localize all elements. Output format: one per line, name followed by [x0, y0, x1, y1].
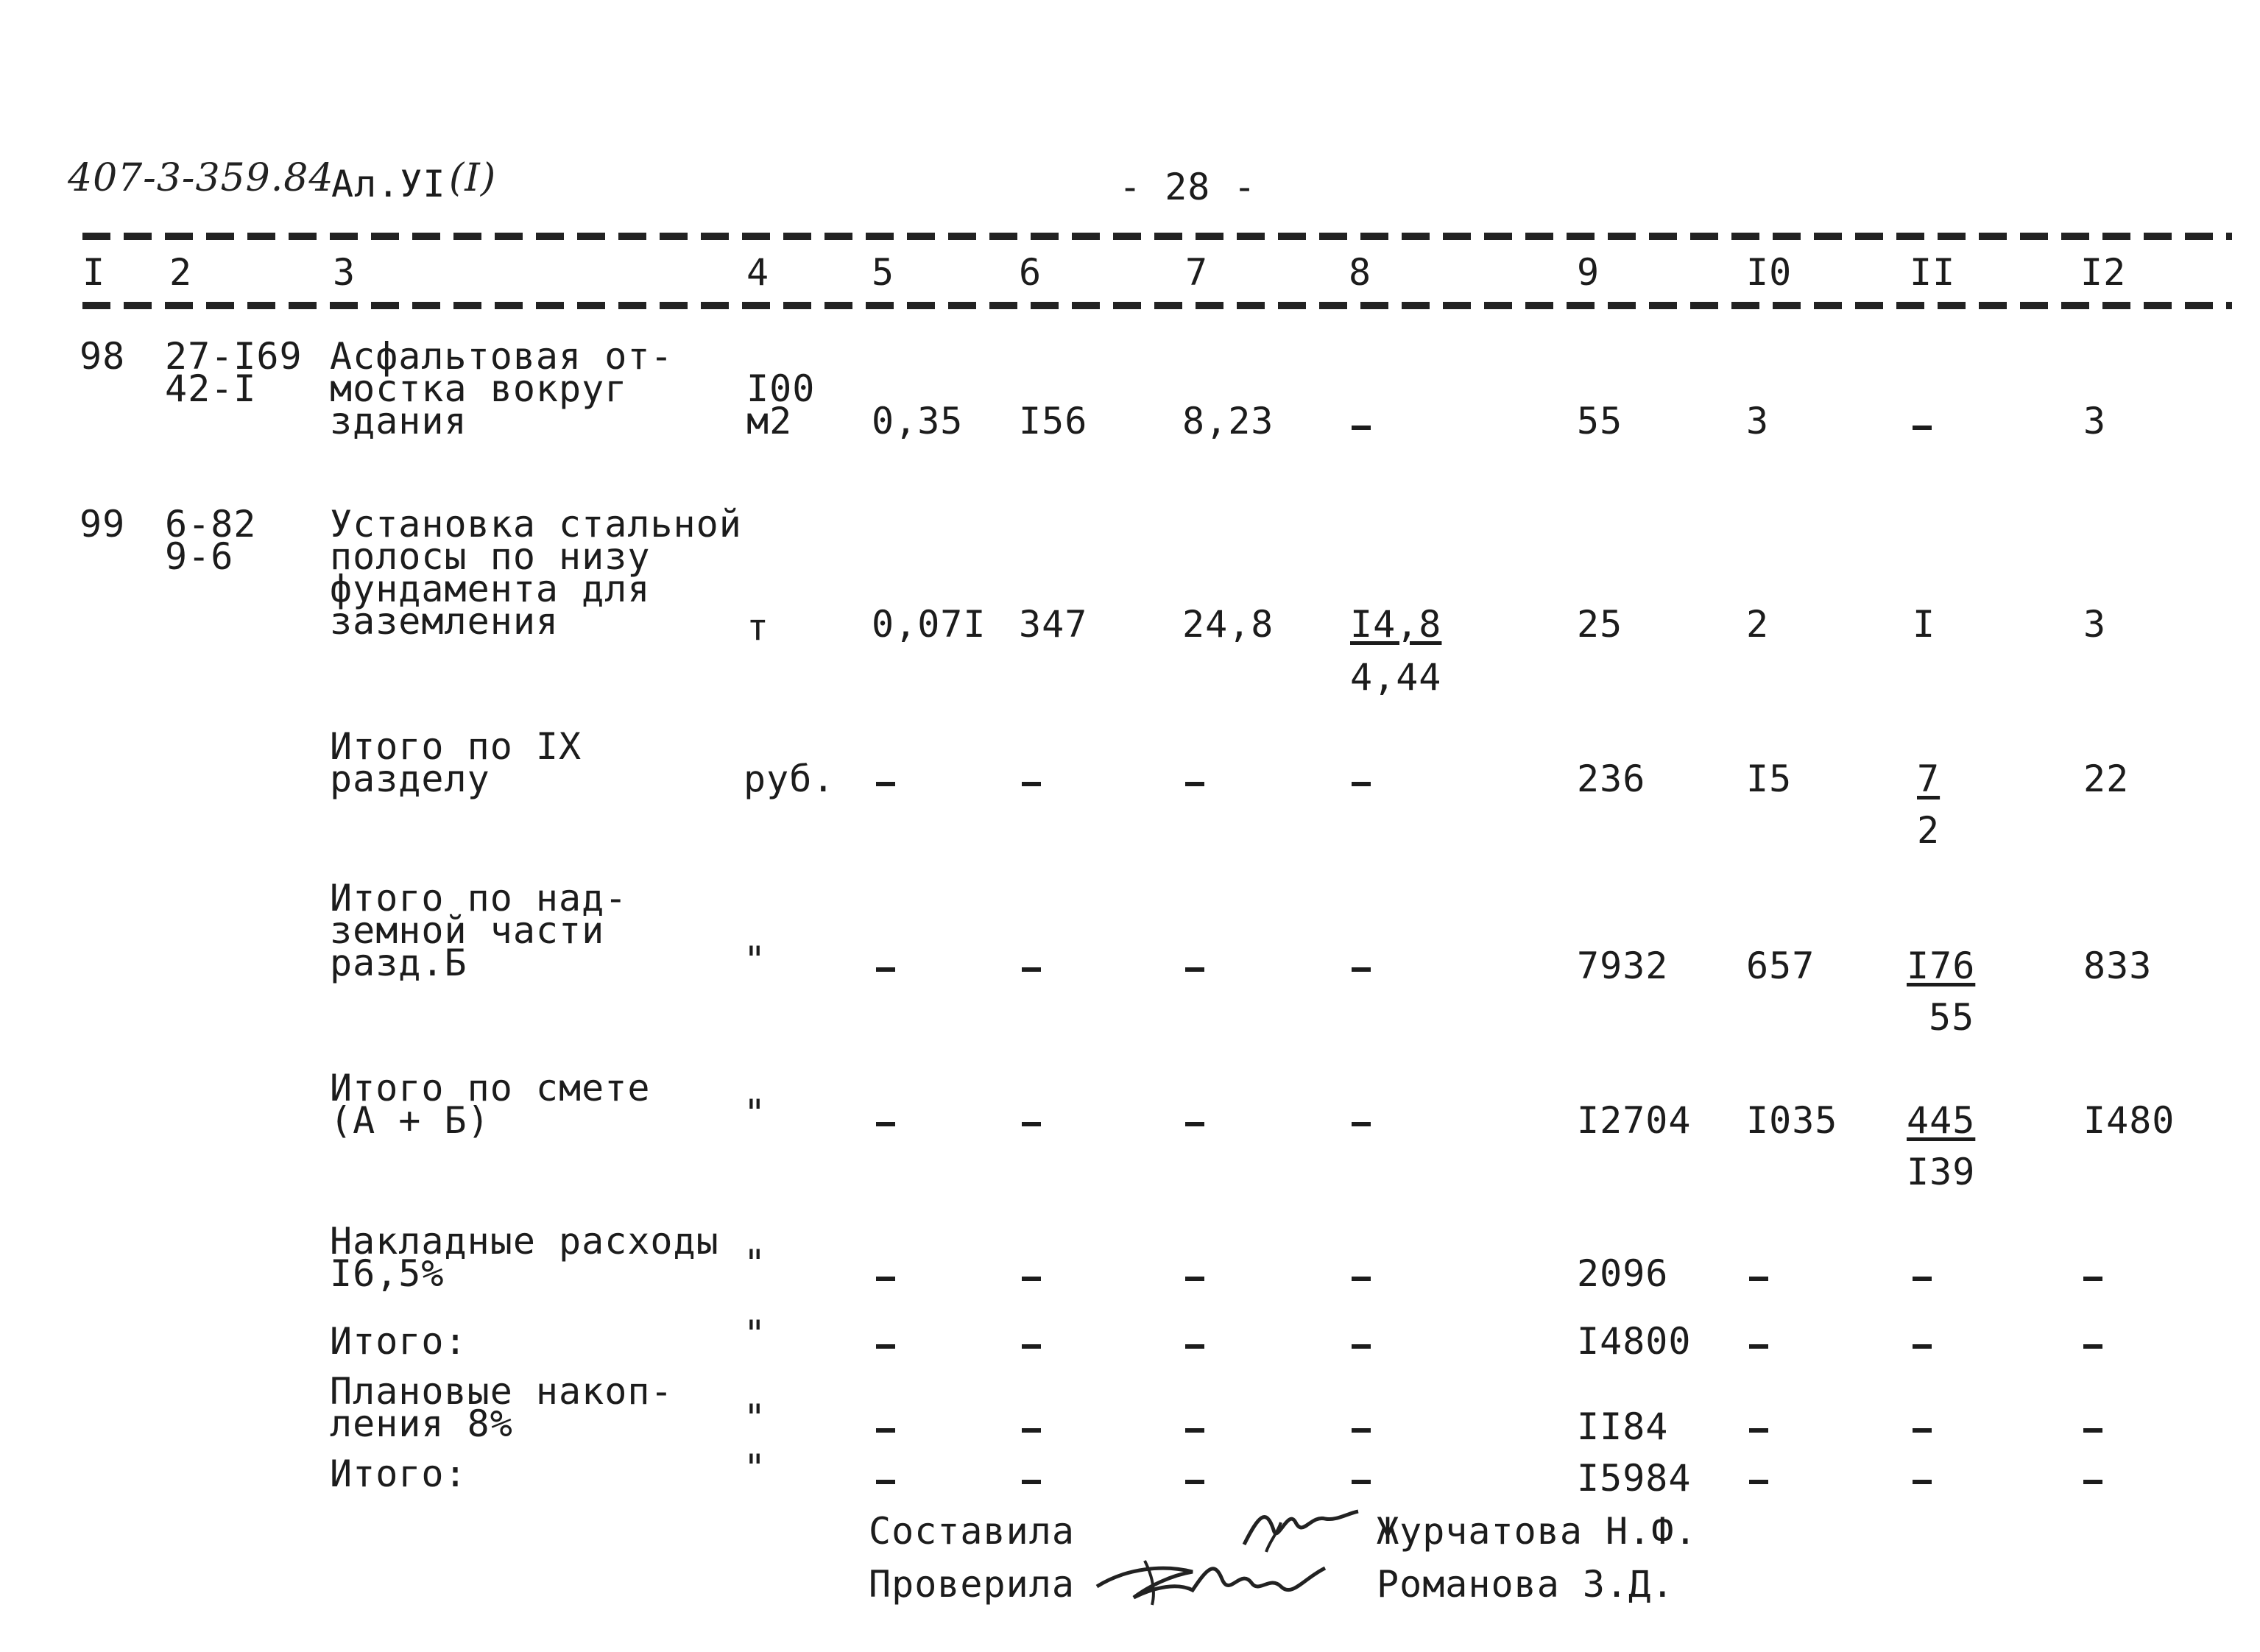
col-header-1: I: [82, 251, 106, 294]
col-header-7: 7: [1185, 251, 1209, 294]
dash: [1749, 1277, 1768, 1281]
dash: [1185, 967, 1204, 972]
quantity: 0,35: [872, 400, 964, 442]
col-9-value: 7932: [1577, 945, 1669, 987]
col-header-9: 9: [1577, 251, 1600, 294]
dash: [1749, 1480, 1768, 1484]
col-11-value: I: [1913, 603, 1936, 646]
header-top-rule: [82, 233, 2232, 240]
total-name: Накладные расходы I6,5%: [330, 1220, 719, 1295]
col-header-3: 3: [333, 251, 356, 294]
dash: [1185, 1344, 1204, 1349]
col-11-top: I76: [1907, 945, 1976, 987]
work-name: Установка стальной полосы по низу фундамента для заземления: [330, 503, 742, 643]
col-10-value: I035: [1746, 1099, 1838, 1142]
dash: [1022, 1480, 1041, 1484]
col-header-2: 2: [169, 251, 193, 294]
total-name: Плановые накоп- ления 8%: [330, 1370, 674, 1445]
col-11-bottom: 2: [1917, 809, 1941, 852]
dash: [1022, 782, 1041, 786]
col-8-bottom: 4,44: [1350, 656, 1442, 699]
col-9-value: 2096: [1577, 1252, 1669, 1295]
col-header-8: 8: [1349, 251, 1372, 294]
unit: руб.: [744, 758, 836, 800]
compiled-label: Составила: [869, 1510, 1075, 1553]
norm-code: 27-I69 42-I: [165, 335, 303, 410]
dash: [876, 1344, 895, 1349]
sheet-label: Ал.УI: [331, 163, 446, 205]
col-11-bottom: I39: [1907, 1151, 1976, 1193]
dash: [1022, 1428, 1041, 1433]
compiled-name: Журчатова Н.Ф.: [1377, 1510, 1698, 1553]
dash: [2083, 1480, 2102, 1484]
dash: [1022, 1277, 1041, 1281]
col-9-value: I5984: [1577, 1457, 1692, 1500]
col-11-dash: [1913, 426, 1932, 430]
col-header-4: 4: [746, 251, 770, 294]
dash: [1913, 1344, 1932, 1349]
quantity: 0,07I: [872, 603, 986, 646]
dash: [1022, 1344, 1041, 1349]
dash: [1185, 782, 1204, 786]
checked-name: Романова З.Д.: [1377, 1563, 1675, 1606]
header-bottom-rule: [82, 302, 2232, 309]
col-10-value: 3: [1746, 400, 1770, 442]
total-name: Итого:: [330, 1320, 467, 1363]
dash: [1185, 1277, 1204, 1281]
col-10-value: 657: [1746, 945, 1815, 987]
unit: I00 м2: [746, 367, 816, 442]
col-12-value: 3: [2083, 603, 2107, 646]
dash: [876, 1122, 895, 1126]
dash: [1022, 967, 1041, 972]
dash: [876, 1428, 895, 1433]
checker-signature: [1082, 1546, 1332, 1612]
document-code: 407-3-359.84: [68, 156, 334, 200]
col-header-12: I2: [2080, 251, 2127, 294]
unit: ": [744, 1092, 767, 1134]
dash: [1749, 1344, 1768, 1349]
total-name: Итого по IX разделу: [330, 725, 582, 800]
col-8-top: I4,8: [1350, 603, 1442, 646]
dash: [1352, 1344, 1371, 1349]
col-header-10: I0: [1746, 251, 1793, 294]
col-7-value: 24,8: [1182, 603, 1274, 646]
dash: [1352, 1122, 1371, 1126]
dash: [1913, 1480, 1932, 1484]
dash: [876, 967, 895, 972]
sheet-suffix: (I): [449, 156, 497, 200]
unit: ": [744, 1242, 767, 1285]
unit: ": [744, 1397, 767, 1439]
page-number: - 28 -: [1119, 166, 1257, 208]
dash: [2083, 1428, 2102, 1433]
col-9-value: 55: [1577, 400, 1623, 442]
col-9-value: I2704: [1577, 1099, 1692, 1142]
unit-cost: I56: [1019, 400, 1088, 442]
dash: [1185, 1428, 1204, 1433]
row-number: 98: [80, 335, 126, 378]
unit-cost: 347: [1019, 603, 1088, 646]
dash: [1749, 1428, 1768, 1433]
dash: [1185, 1480, 1204, 1484]
row-number: 99: [80, 503, 126, 546]
dash: [876, 782, 895, 786]
dash: [2083, 1344, 2102, 1349]
col-header-5: 5: [872, 251, 895, 294]
col-7-value: 8,23: [1182, 400, 1274, 442]
dash: [1352, 782, 1371, 786]
col-9-value: II84: [1577, 1405, 1669, 1448]
unit: т: [746, 606, 770, 649]
col-12-value: 833: [2083, 945, 2153, 987]
col-header-6: 6: [1019, 251, 1042, 294]
dash: [1185, 1122, 1204, 1126]
dash: [1022, 1122, 1041, 1126]
total-name: Итого по над- земной части разд.Б: [330, 877, 628, 984]
checked-label: Проверила: [869, 1563, 1075, 1606]
dash: [1352, 1277, 1371, 1281]
col-12-value: 22: [2083, 758, 2130, 800]
dash: [876, 1480, 895, 1484]
total-name: Итого по смете (А + Б): [330, 1067, 651, 1142]
col-8-dash: [1352, 426, 1371, 430]
dash: [1352, 1480, 1371, 1484]
col-10-value: I5: [1746, 758, 1793, 800]
col-11-bottom: 55: [1929, 996, 1975, 1039]
col-header-11: II: [1910, 251, 1956, 294]
unit: ": [744, 1313, 767, 1355]
col-11-top: 7: [1917, 758, 1941, 800]
total-name: Итого:: [330, 1452, 467, 1495]
dash: [1352, 1428, 1371, 1433]
col-12-value: 3: [2083, 400, 2107, 442]
norm-code: 6-82 9-6: [165, 503, 257, 578]
col-9-value: 236: [1577, 758, 1646, 800]
col-9-value: I4800: [1577, 1320, 1692, 1363]
unit: ": [744, 939, 767, 981]
dash: [1913, 1428, 1932, 1433]
unit: ": [744, 1447, 767, 1489]
dash: [1352, 967, 1371, 972]
col-12-value: I480: [2083, 1099, 2175, 1142]
col-9-value: 25: [1577, 603, 1623, 646]
col-11-top: 445: [1907, 1099, 1976, 1142]
col-10-value: 2: [1746, 603, 1770, 646]
dash: [1913, 1277, 1932, 1281]
dash: [2083, 1277, 2102, 1281]
dash: [876, 1277, 895, 1281]
work-name: Асфальтовая от- мостка вокруг здания: [330, 335, 674, 442]
